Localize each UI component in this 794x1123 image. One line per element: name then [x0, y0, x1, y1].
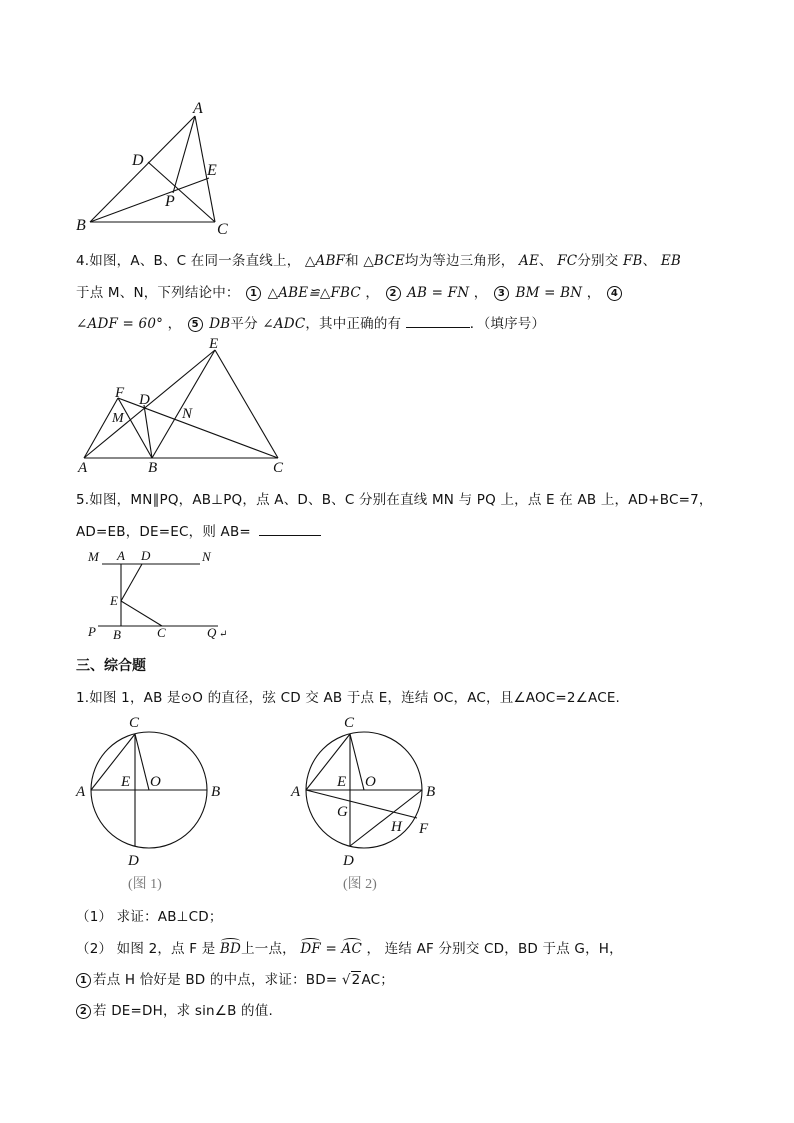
p1-sub1: 1 若点 H 恰好是 BD 的中点，求证：BD= √2AC；: [76, 968, 394, 988]
label-g: G: [337, 804, 348, 820]
section-title: 三、综合题: [76, 658, 146, 674]
figure-triangle-dep: [70, 98, 240, 240]
label-n: N: [182, 406, 193, 422]
label-m: M: [112, 411, 124, 426]
label-f: F: [419, 821, 429, 837]
label-q: Q: [207, 625, 217, 640]
q4-tri-bce: △BCE: [363, 253, 405, 269]
p1-sub2: 2 若 DE=DH，求 sin∠B 的值.: [76, 999, 273, 1019]
label-d: D: [141, 548, 151, 563]
label-e: E: [207, 162, 217, 179]
figure-circle-1: [70, 710, 240, 895]
label-h: H: [391, 819, 402, 835]
label-e: E: [209, 336, 219, 352]
label-e: E: [110, 593, 118, 608]
label-c: C: [157, 625, 166, 640]
figure-caption-2: (图 2): [343, 877, 377, 892]
label-a: A: [291, 784, 301, 800]
label-d: D: [139, 392, 150, 408]
label-n: N: [202, 549, 211, 564]
label-m: M: [88, 549, 99, 564]
label-d: D: [343, 853, 354, 869]
label-e: E: [337, 774, 347, 790]
q4-line1: 4.如图，A、B、C 在同一条直线上， △ABF和 △BCE均为等边三角形， AE、 FC分别交 FB、 EB: [76, 253, 682, 269]
p1-intro: 1.如图 1，AB 是⊙O 的直径，弦 CD 交 AB 于点 E，连结 OC，AC，且∠AOC=2∠ACE.: [76, 690, 621, 706]
label-f: F: [115, 385, 125, 401]
arc-ac: AC: [341, 941, 362, 957]
q4-line3: ∠ADF = 60° ， 5 DB平分 ∠ADC，其中正确的有 ．（填序号）: [76, 316, 546, 332]
label-o: O: [150, 774, 161, 790]
q5-line1: 5.如图，MN∥PQ，AB⊥PQ，点 A、D、B、C 分别在直线 MN 与 PQ 上，点 E 在 AB 上，AD+BC=7，: [76, 492, 713, 508]
label-a: A: [78, 460, 88, 476]
label-d: D: [128, 853, 139, 869]
p1-q1: （1） 求证：AB⊥CD；: [76, 909, 223, 925]
label-b: B: [113, 627, 121, 642]
label-a: A: [193, 100, 203, 117]
q4-tri-abf: △ABF: [304, 253, 346, 269]
q4-line2: 于点 M、N，下列结论中： 1 △ABE≌△FBC ， 2 AB = FN ， 3 BM = BN ， 4: [76, 281, 624, 301]
figure-caption-1: (图 1): [128, 877, 162, 892]
circled-number-4: 4: [607, 286, 622, 301]
answer-blank-q5[interactable]: [259, 523, 321, 536]
label-c: C: [217, 221, 228, 238]
sqrt-two: √2: [341, 972, 361, 988]
circled-number-5: 5: [188, 317, 203, 332]
circled-number-1: 1: [76, 973, 91, 988]
figure-q5-parallel-lines: [80, 545, 240, 645]
label-c: C: [129, 715, 140, 731]
q5-line2: AD=EB，DE=EC，则 AB=: [76, 520, 321, 540]
label-a: A: [117, 548, 125, 563]
label-d: D: [132, 152, 144, 169]
label-b: B: [211, 784, 221, 800]
label-c: C: [344, 715, 355, 731]
label-a: A: [76, 784, 86, 800]
arc-bd: BD: [219, 941, 242, 957]
circled-number-2: 2: [76, 1004, 91, 1019]
circled-number-2: 2: [386, 286, 401, 301]
label-c: C: [273, 460, 284, 476]
label-b: B: [426, 784, 436, 800]
label-e: E: [121, 774, 131, 790]
label-p: P: [88, 624, 96, 639]
label-p: P: [165, 193, 175, 210]
arc-df: DF: [300, 941, 321, 957]
circled-number-3: 3: [494, 286, 509, 301]
return-mark: ↵: [219, 629, 228, 640]
circled-number-1: 1: [246, 286, 261, 301]
label-b: B: [76, 217, 86, 234]
p1-q2: （2） 如图 2，点 F 是 BD上一点， DF = AC ， 连结 AF 分别交 CD，BD 于点 G，H，: [76, 941, 623, 957]
figure-q4-equilateral: [70, 336, 290, 476]
answer-blank-q4[interactable]: [406, 315, 470, 328]
label-o: O: [365, 774, 376, 790]
figure-circle-2: [285, 710, 455, 895]
label-b: B: [148, 460, 158, 476]
